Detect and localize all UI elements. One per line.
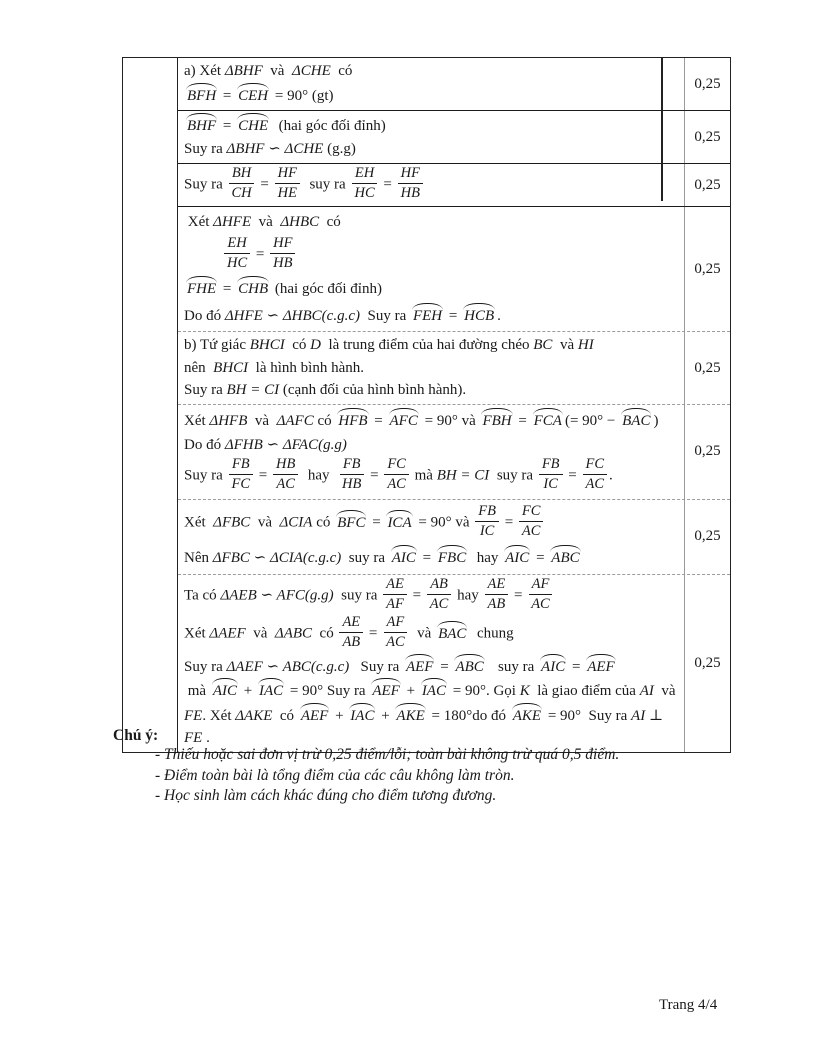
fraction: $\frac{AF}{AC}$ xyxy=(383,614,408,650)
fraction: $\frac{FB}{IC}$ xyxy=(475,503,499,539)
angle-notation: ICA xyxy=(385,510,413,532)
angle-notation: IAC xyxy=(348,703,376,725)
fraction: $\frac{AB}{AC}$ xyxy=(427,576,452,612)
angle-notation: AKE xyxy=(394,703,426,725)
table-row xyxy=(178,405,730,500)
fraction: $\frac{FC}{AC}$ xyxy=(583,456,608,492)
solution-cell xyxy=(178,58,684,110)
angle-notation: ABC xyxy=(549,545,581,567)
note-item: - Điểm toàn bài là tổng điểm của các câu không làm tròn. xyxy=(155,766,515,784)
angle-notation: AEF xyxy=(299,703,331,725)
note-item: - Thiếu hoặc sai đơn vị trừ 0,25 điểm/lỗi; toàn bài không trừ quá 0,5 điểm. xyxy=(155,746,620,763)
score-value: 0,25 xyxy=(694,260,721,277)
fraction: $\frac{HF}{HB}$ xyxy=(270,235,295,271)
table-row xyxy=(178,500,730,575)
solution-cell xyxy=(178,332,684,404)
page-number: Trang 4/4 xyxy=(659,997,718,1013)
score-cell xyxy=(684,207,730,331)
table-row xyxy=(178,575,730,752)
content-line: Xét ΔHFB và ΔAFC có HFB = AFC = 90° và FBH = FCA (= 90° − BAC ) xyxy=(184,408,680,433)
score-value: 0,25 xyxy=(694,528,721,545)
content-line: Do đó ΔFHB ∽ ΔFAC(g.g) xyxy=(184,436,347,453)
angle-notation: FCA xyxy=(532,408,564,430)
solution-cell xyxy=(178,575,684,752)
content-line: Suy ra $\frac{FB}{FC}$ = $\frac{HB}{AC}$ hay $\frac{FB}{HB}$ = $\frac{FC}{AC}$ mà BH = CI suy ra $\frac{FB}{IC}$ = $\frac{FC}{AC}$ . xyxy=(184,456,613,492)
content-line: $\frac{EH}{HC}$ = $\frac{HF}{HB}$ xyxy=(184,236,680,274)
answer-key-table xyxy=(122,57,731,753)
notes-title: Chú ý: xyxy=(113,727,159,744)
angle-notation: AEF xyxy=(404,654,436,676)
column-divider-segment xyxy=(661,58,663,201)
solution-cell xyxy=(178,207,684,331)
angle-notation: IAC xyxy=(257,678,285,700)
angle-notation: FBH xyxy=(480,408,513,430)
angle-notation: BFH xyxy=(185,83,218,105)
angle-notation: CHE xyxy=(236,113,270,135)
angle-notation: HFB xyxy=(336,408,369,430)
solution-cell xyxy=(178,164,684,206)
solution-cell xyxy=(178,500,684,574)
score-value: 0,25 xyxy=(694,359,721,376)
content-line: mà AIC + IAC = 90° Suy ra AEF + IAC = 90°. Gọi K là giao điểm của AI và xyxy=(184,678,680,703)
table-rows xyxy=(178,58,730,752)
angle-notation: HCB xyxy=(462,303,496,325)
fraction: $\frac{HB}{AC}$ xyxy=(273,456,298,492)
angle-notation: AFC xyxy=(388,408,420,430)
table-row xyxy=(178,207,730,332)
content-line: Xét ΔFBC và ΔCIA có BFC = ICA = 90° và $\frac{FB}{IC}$ = $\frac{FC}{AC}$ xyxy=(184,504,680,542)
score-cell xyxy=(684,164,730,206)
angle-notation: BHF xyxy=(185,113,218,135)
content-line: Suy ra ΔBHF ∽ ΔCHE (g.g) xyxy=(184,141,356,158)
fraction: $\frac{HF}{HE}$ xyxy=(275,165,300,201)
fraction: $\frac{AE}{AF}$ xyxy=(383,576,407,612)
content-line: Xét ΔHFE và ΔHBC có xyxy=(184,214,341,231)
angle-notation: AEF xyxy=(370,678,402,700)
content-line: BHF = CHE (hai góc đối đỉnh) xyxy=(184,113,680,138)
fraction: $\frac{AE}{AB}$ xyxy=(339,614,363,650)
content-line: Do đó ΔHFE ∽ ΔHBC(c.g.c) Suy ra FEH = HCB . xyxy=(184,303,680,328)
angle-notation: AIC xyxy=(390,545,418,567)
fraction: $\frac{AF}{AC}$ xyxy=(528,576,553,612)
notes-section xyxy=(113,727,733,807)
question-number-column xyxy=(123,58,178,752)
table-row xyxy=(178,332,730,405)
angle-notation: BFC xyxy=(335,510,367,532)
fraction: $\frac{FB}{IC}$ xyxy=(539,456,563,492)
fraction: $\frac{AE}{AB}$ xyxy=(485,576,509,612)
angle-notation: ABC xyxy=(453,654,485,676)
fraction: $\frac{FB}{FC}$ xyxy=(229,456,254,492)
content-line: FHE = CHB (hai góc đối đỉnh) xyxy=(184,276,680,301)
fraction: $\frac{FC}{AC}$ xyxy=(384,456,409,492)
score-cell xyxy=(684,500,730,574)
angle-notation: AEF xyxy=(585,654,617,676)
fraction: $\frac{HF}{HB}$ xyxy=(398,165,423,201)
fraction: $\frac{FB}{HB}$ xyxy=(339,456,364,492)
angle-notation: IAC xyxy=(420,678,448,700)
content-line: Nên ΔFBC ∽ ΔCIA(c.g.c) suy ra AIC = FBC hay AIC = ABC xyxy=(184,545,680,570)
angle-notation: BAC xyxy=(436,621,468,643)
table-row xyxy=(178,164,730,207)
fraction: $\frac{EH}{HC}$ xyxy=(351,165,377,201)
solution-cell xyxy=(178,111,684,163)
content-line: nên BHCI là hình bình hành. xyxy=(184,359,364,376)
angle-notation: AIC xyxy=(211,678,239,700)
score-cell xyxy=(684,111,730,163)
angle-notation: CHB xyxy=(236,276,270,298)
table-row xyxy=(178,58,730,111)
score-value: 0,25 xyxy=(694,176,721,193)
angle-notation: BAC xyxy=(620,408,652,430)
angle-notation: AIC xyxy=(539,654,567,676)
score-cell xyxy=(684,575,730,752)
content-line: a) Xét ΔBHF và ΔCHE có xyxy=(184,63,353,80)
fraction: $\frac{FC}{AC}$ xyxy=(519,503,544,539)
note-item: - Học sinh làm cách khác đúng cho điểm tương đương. xyxy=(155,787,497,805)
angle-notation: FBC xyxy=(436,545,468,567)
content-line: Xét ΔAEF và ΔABC có $\frac{AE}{AB}$ = $\frac{AF}{AC}$ và BAC chung xyxy=(184,614,514,650)
angle-notation: FEH xyxy=(411,303,444,325)
score-value: 0,25 xyxy=(694,75,721,92)
angle-notation: CEH xyxy=(236,83,270,105)
table-row xyxy=(178,111,730,164)
content-line: b) Tứ giác BHCI có D là trung điểm của hai đường chéo BC và HI xyxy=(184,337,594,354)
fraction: $\frac{EH}{HC}$ xyxy=(224,235,250,271)
content-line: Suy ra ΔAEF ∽ ABC(c.g.c) Suy ra AEF = ABC suy ra AIC = AEF xyxy=(184,654,680,679)
angle-notation: AKE xyxy=(511,703,543,725)
angle-notation: FHE xyxy=(185,276,218,298)
score-value: 0,25 xyxy=(694,128,721,145)
solution-cell xyxy=(178,405,684,499)
score-cell xyxy=(684,332,730,404)
score-cell xyxy=(684,58,730,110)
score-value: 0,25 xyxy=(694,443,721,460)
content-line: Suy ra BH = CI (cạnh đối của hình bình hành). xyxy=(184,382,467,399)
score-value: 0,25 xyxy=(694,654,721,671)
content-line: Ta có ΔAEB ∽ AFC(g.g) suy ra $\frac{AE}{AF}$ = $\frac{AB}{AC}$ hay $\frac{AE}{AB}$ = $\frac{AF}{AC}$ xyxy=(184,577,680,615)
content-line: Suy ra $\frac{BH}{CH}$ = $\frac{HF}{HE}$ suy ra $\frac{EH}{HC}$ = $\frac{HF}{HB}$ xyxy=(184,166,680,204)
fraction: $\frac{BH}{CH}$ xyxy=(229,165,255,201)
angle-notation: AIC xyxy=(503,545,531,567)
content-line: FE. Xét ΔAKE có AEF + IAC + AKE = 180°do đó AKE = 90° Suy ra AI ⊥ FE . xyxy=(184,703,680,750)
score-cell xyxy=(684,405,730,499)
content-line: BFH = CEH = 90° (gt) xyxy=(184,83,680,108)
